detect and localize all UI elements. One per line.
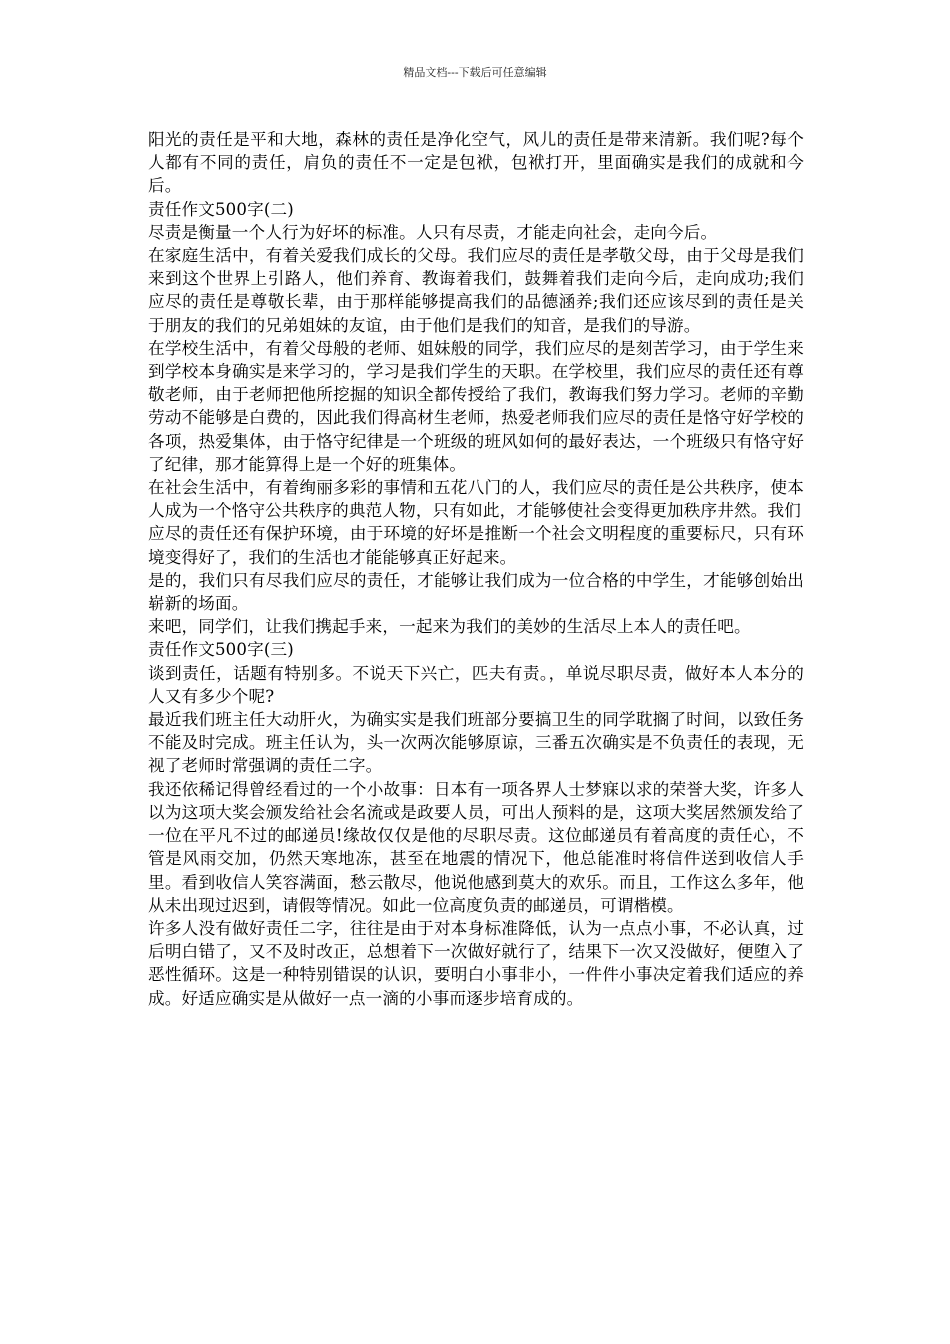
paragraph: 尽责是衡量一个人行为好坏的标准。人只有尽责，才能走向社会，走向今后。: [148, 222, 718, 242]
section-heading: 责任作文500字(三): [148, 640, 294, 660]
paragraph: 是的，我们只有尽我们应尽的责任，才能够让我们成为一位合格的中学生，才能够创始出崭新的场面。: [148, 570, 804, 614]
paragraph: 最近我们班主任大动肝火，为确实实是我们班部分要搞卫生的同学耽搁了时间，以致任务不能及时完成。班主任认为，头一次两次能够原谅，三番五次确实是不负责任的表现，无视了老师时常强调的责任二字。: [148, 710, 804, 776]
paragraph: 应尽的责任还有保护环境，由于环境的好坏是推断一个社会文明程度的重要标尺，只有环境变得好了，我们的生活也才能能够真正好起来。: [148, 524, 804, 567]
paragraph: 在家庭生活中，有着关爱我们成长的父母。我们应尽的责任是孝敬父母，由于父母是我们来到这个世界上引路人，他们养育、教诲着我们，鼓舞着我们走向今后，走向成功;我们应尽的责任是尊敬长辈，由于那样能够提高我们的品德涵养;我们还应该尽到的责任是关于朋友的我们的兄弟姐妹的友谊，由于他们是我们的知音，是我们的导游。: [148, 246, 804, 335]
paragraph: 在学校生活中，有着父母般的老师、姐妹般的同学，我们应尽的是刻苦学习，由于学生来到学校本身确实是来学习的，学习是我们学生的天职。在学校里，我们应尽的责任还有尊敬老师，由于老师把他所挖掘的知识全都传授给了我们，教诲我们努力学习。老师的辛勤劳动不能够是白费的，因此我们得高材生老师，热爱老师我们应尽的责任是恪守好学校的各项，热爱集体，由于恪守纪律是一个班级的班风如何的最好表达，一个班级只有恪守好了纪律，那才能算得上是一个好的班集体。: [148, 338, 804, 474]
section-heading: 责任作文500字(二): [148, 199, 294, 219]
paragraph: 来吧，同学们，让我们携起手来，一起来为我们的美妙的生活尽上本人的责任吧。: [148, 617, 751, 637]
paragraph: 谈到责任，话题有特别多。不说天下兴亡，匹夫有责。，单说尽职尽责，做好本人本分的人又有多少个呢?: [148, 663, 804, 706]
paragraph: 许多人没有做好责任二字，往往是由于对本身标准降低，认为一点点小事，不必认真，过后明白错了，又不及时改正，总想着下一次做好就行了，结果下一次又没做好，便堕入了恶性循环。这是一种特别错误的认识，要明白小事非小，一件件小事决定着我们适应的养成。好适应确实是从做好一点一滴的小事而逐步培育成的。: [148, 918, 804, 1008]
paragraph: 在社会生活中，有着绚丽多彩的事情和五花八门的人，我们应尽的责任是公共秩序，使本人成为一个恪守公共秩序的典范人物，只有如此，才能够使社会变得更加秩序井然。我们: [148, 478, 804, 521]
page-header: 精品文档---下载后可任意编辑: [403, 66, 547, 79]
paragraph: 我还依稀记得曾经看过的一个小故事：日本有一项各界人士梦寐以求的荣誉大奖，许多人以为这项大奖会颁发给社会名流或是政要人员，可出人预料的是，这项大奖居然颁发给了一位在平凡不过的邮递员!缘故仅仅是他的尽职尽责。这位邮递员有着高度的责任心，不管是风雨交加，仍然天寒地冻，甚至在地震的情况下，他总能准时将信件送到收信人手里。看到收信人笑容满面，愁云散尽，他说他感到莫大的欢乐。而且，工作这么多年，他从未出现过迟到，请假等情况。如此一位高度负责的邮递员，可谓楷模。: [148, 779, 804, 915]
document-body: [148, 128, 804, 1010]
paragraph: 阳光的责任是平和大地，森林的责任是净化空气，风儿的责任是带来清新。我们呢?每个人都有不同的责任，肩负的责任不一定是包袱，包袱打开，里面确实是我们的成就和今后。: [148, 130, 804, 196]
